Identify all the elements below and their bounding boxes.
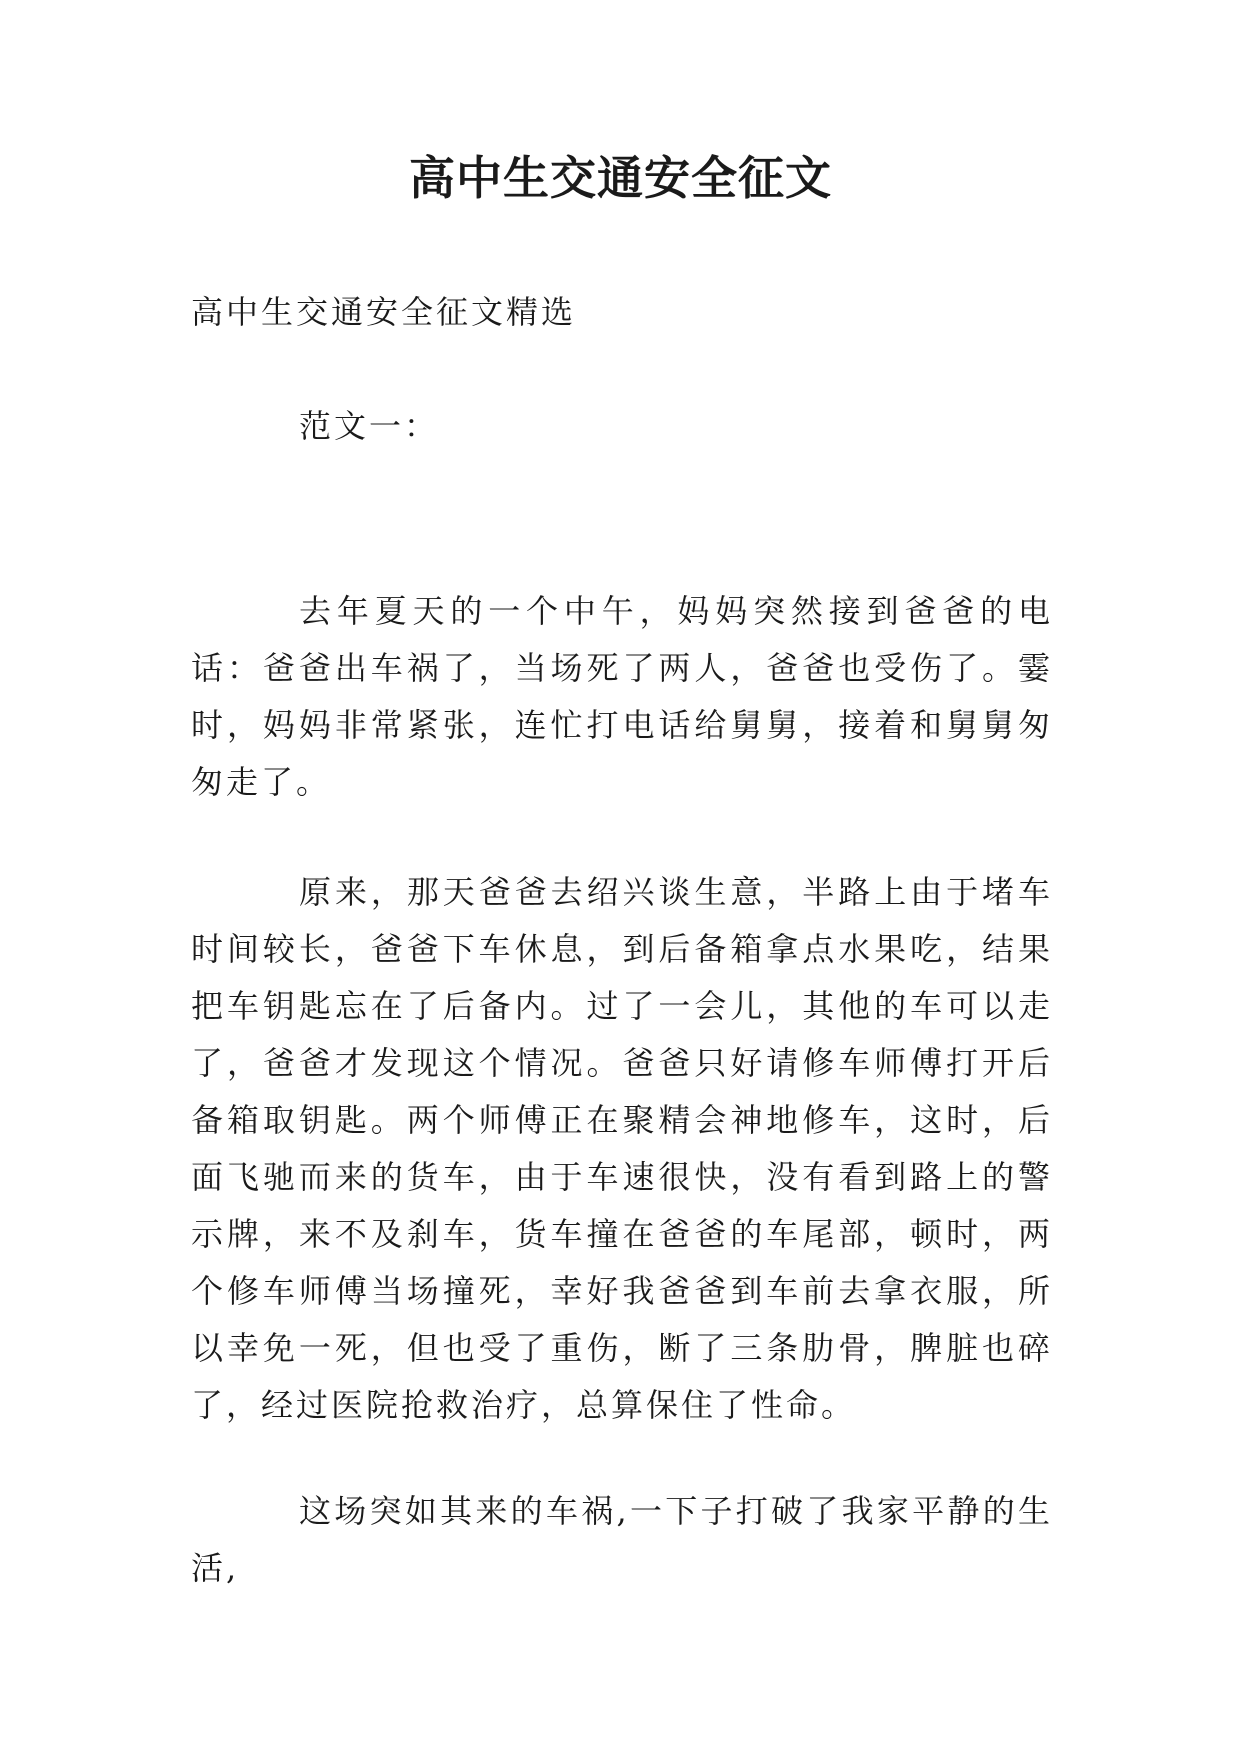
paragraph-2: 原来，那天爸爸去绍兴谈生意，半路上由于堵车时间较长，爸爸下车休息，到后备箱拿点水果吃，结果把车钥匙忘在了后备内。过了一会儿，其他的车可以走了，爸爸才发现这个情况。爸爸只好请修车师傅打开后备箱取钥匙。两个师傅正在聚精会神地修车，这时，后面飞驰而来的货车，由于车速很快，没有看到路上的警示牌，来不及刹车，货车撞在爸爸的车尾部，顿时，两个修车师傅当场撞死，幸好我爸爸到车前去拿衣服，所以幸免一死，但也受了重伤，断了三条肋骨，脾脏也碎了，经过医院抢救治疗，总算保住了性命。 [191, 873, 1053, 1424]
document-subtitle: 高中生交通安全征文精选 [191, 293, 577, 331]
section-label: 范文一： [299, 407, 440, 445]
document-title: 高中生交通安全征文 [409, 151, 832, 205]
paragraph-1: 去年夏天的一个中午，妈妈突然接到爸爸的电话：爸爸出车祸了，当场死了两人，爸爸也受伤了。霎时，妈妈非常紧张，连忙打电话给舅舅，接着和舅舅匆匆走了。 [191, 592, 1053, 801]
paragraph-3: 这场突如其来的车祸,一下子打破了我家平静的生活, [191, 1492, 1053, 1587]
